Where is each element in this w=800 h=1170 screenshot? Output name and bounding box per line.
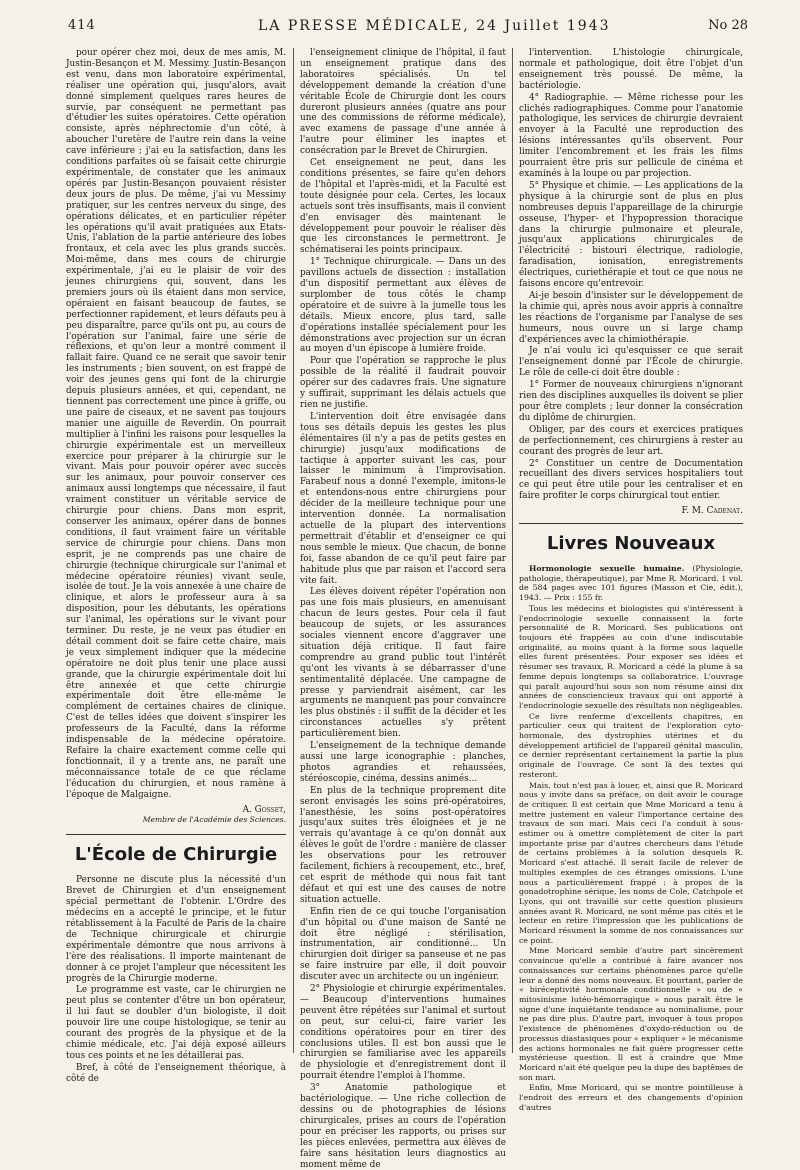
paragraph: 3° Anatomie pathologique et bactériologique. — Une riche collection de dessins ou de photographies de lésions chirurgicales, prises au cours de l'opération pour en préciser les rapports, ou prises sur les pièces enlevées, permettra aux élèves de faire sans hésitation leurs diagnostics au moment même de bbox=[300, 1083, 506, 1170]
paragraph: Bref, à côté de l'enseignement théorique, à côté de bbox=[66, 1062, 286, 1084]
column-divider bbox=[293, 48, 294, 1053]
review-paragraph: Ce livre renferme d'excellents chapitres, en particulier ceux qui traitent de l'exploration cyto-hormonale, des dystrophies utérines et du développement artificiel de l'appareil génital masculin, ce dernier représentant certainement la partie la plus originale de l'ouvrage. Ce sont là des textes qui resteront. bbox=[519, 711, 743, 779]
journal-title: LA PRESSE MÉDICALE, 24 Juillet 1943 bbox=[258, 18, 611, 34]
book-title: Hormonologie sexuelle humaine. bbox=[529, 564, 685, 574]
paragraph: L'intervention doit être envisagée dans tous ses détails depuis les gestes les plus élémentaires (il n'y a pas de petits gestes en chirurgie) jusqu'aux modifications de tactique à apporter suivant les cas, pour laisser le minimum à l'improvisation. Farabeuf nous a donné l'exemple, imitons-le et entendons-nous entre chirurgiens pour décider de la meilleure technique pour une intervention donnée. La normalisation actuelle de la plupart des interventions permettrait d'établir et d'enseigner ce qui nous semble le mieux. Que chacun, de bonne foi, fasse abandon de ce qu'il peut faire par habitude plus que par raison et l'accord sera vite fait. bbox=[300, 411, 506, 586]
review-paragraph: Tous les médecins et biologistes qui s'intéressent à l'endocrinologie sexuelle connaissent la forte personnalité de R. Moricard. Ses publications ont toujours été frappées au coin d'une indiscutable originalité, au moins quant à la forme sous laquelle elles furent présentées. Pour exposer ses idées et résumer ses travaux, R. Moricard a cédé la plume à sa femme depuis longtemps sa collaboratrice. L'ouvrage qui paraît aujourd'hui sous son nom résume ainsi dix années de consciencieux travaux qui ont apporté à l'endocrinologie sexuelle des résultats non négligeables. bbox=[519, 603, 743, 710]
paragraph: Cet enseignement ne peut, dans les conditions présentes, se faire qu'en dehors de l'hôpital et l'après-midi, et la Faculté est toute désignée pour cela. Certes, les locaux actuels sont très insuffisants, mais il convient d'en envisager dès maintenant le développement pour pouvoir le réaliser dès que les circonstances le permettront. Je schématiserai les points principaux. bbox=[300, 158, 506, 256]
paragraph: Les élèves doivent répéter l'opération non pas une fois mais plusieurs, en amenuisant chacun de leurs gestes. Pour cela il faut beaucoup de sujets, or les assurances sociales viennent encore d'aggraver une situation déjà critique. Il faut faire comprendre au grand public tout l'intérêt qu'ont les vivants à se débarrasser d'une sentimentalité déplacée. Une campagne de presse y parviendrait aisément, car les arguments ne manquent pas pour convaincre les plus obstinés : il suffit de la décider et les circonstances actuelles s'y prêtent particulièrement bien. bbox=[300, 587, 506, 740]
column-3 bbox=[519, 48, 743, 1112]
author-signature: A. Gosset, bbox=[242, 804, 286, 815]
issue-number: No 28 bbox=[708, 18, 748, 33]
column-1 bbox=[66, 48, 286, 1084]
paragraph: 1° Technique chirurgicale. — Dans un des pavillons actuels de dissection : installation d'un dispositif permettant aux élèves de surplomber de tous côtés le champ opératoire et de suivre à la jumelle tous les détails. Mieux encore, plus tard, salle d'opérations installée spécialement pour les démonstrations avec projection sur un écran au moyen d'un épiscope à lumière froide. bbox=[300, 257, 506, 355]
column-2 bbox=[300, 48, 506, 1170]
section-title: Livres Nouveaux bbox=[546, 533, 716, 555]
paragraph: 4° Radiographie. — Même richesse pour les clichés radiographiques. Comme pour l'anatomie pathologique, les services de chirurgie devraient envoyer à la Faculté une reproduction des lésions intéressantes qu'ils observent. Pour limiter l'encombrement et les frais les films pourraient être pris sur pellicule de cinéma et examinés à la loupe ou par projection. bbox=[519, 92, 743, 179]
paragraph: Le programme est vaste, car le chirurgien ne peut plus se contenter d'être un bon opérateur, il lui faut se doubler d'un biologiste, il doit pouvoir lire une coupe histologique, se tenir au courant des progrès de la physique et de la chimie médicale, etc. J'ai déjà exposé ailleurs tous ces points et ne les détaillerai pas. bbox=[66, 985, 286, 1061]
book-reference: (Physiologie, pathologie, thérapeutique), par Mme R. Moricard. 1 vol. de 584 pages avec 101 figures (Masson et Cie, édit.), 1943. — Prix : 155 fr. bbox=[519, 564, 743, 603]
page-number: 414 bbox=[68, 18, 96, 33]
paragraph: En plus de la technique proprement dite seront envisagés les soins pré-opératoires, l'anesthésie, les soins post-opératoires jusqu'aux suites très éloignées et je ne verrais qu'avantage à ce qu'on donnât aux élèves le goût de l'ordre : manière de classer les observations pour les retrouver facilement, fichiers à recoupement, etc., bref, cet esprit de méthode qui nous fait tant défaut et qui est une des causes de notre situation actuelle. bbox=[300, 785, 506, 905]
author-signature: F. M. Cadenat. bbox=[681, 506, 743, 517]
article-title: L'École de Chirurgie bbox=[74, 844, 278, 866]
review-paragraph: Enfin, Mme Moricard, qui se montre pointilleuse à l'endroit des erreurs et des changements d'opinion d'autres bbox=[519, 1083, 743, 1112]
page-header bbox=[68, 18, 748, 40]
paragraph: Pour que l'opération se rapproche le plus possible de la réalité il faudrait pouvoir opérer sur des cadavres frais. Une signature y suffirait, supprimant les délais actuels que rien ne justifie. bbox=[300, 356, 506, 410]
paragraph: l'enseignement clinique de l'hôpital, il faut un enseignement pratique dans des laboratoires spécialisés. Un tel développement demande la création d'une véritable École de Chirurgie dont les cours dureront plusieurs années (quatre ans pour une des commissions de réforme médicale), avec examens de passage d'une année à l'autre pour éliminer les inaptes et consécration par le Brevet de Chirurgien. bbox=[300, 48, 506, 157]
paragraph: Ai-je besoin d'insister sur le développement de la chimie qui, après nous avoir appris à connaître les réactions de l'organisme par l'analyse de ses humeurs, nous ouvre un si large champ d'expériences avec la chimiothérapie. bbox=[519, 290, 743, 345]
paragraph: 5° Physique et chimie. — Les applications de la physique à la chirurgie sont de plus en plus nombreuses depuis l'appareillage de la chirurgie osseuse, l'hyper- et l'hypopression thoracique dans la chirurgie pulmonaire et pleurale, jusqu'aux applications chirurgicales de l'électricité : bistouri électrique, radiologie, faradisation, ionisation, enregistrements électriques, curiethérapie et tout ce que nous ne faisons encore qu'entrevoir. bbox=[519, 180, 743, 290]
author-role: Membre de l'Académie des Sciences. bbox=[142, 815, 286, 825]
paragraph: Personne ne discute plus la nécessité d'un Brevet de Chirurgien et d'un enseignement spécial permettant de l'obtenir. L'Ordre des médecins en a accepté le principe, et le futur rétablissement à la Faculté de Paris de la chaire de Technique chirurgicale et chirurgie expérimentale démontre que nous arrivons à l'ère des réalisations. Il importe maintenant de donner à ce projet l'ampleur que nécessitent les progrès de la Chirurgie moderne. bbox=[66, 875, 286, 984]
paragraph: l'intervention. L'histologie chirurgicale, normale et pathologique, doit être l'objet d'un enseignement très poussé. De même, la bactériologie. bbox=[519, 48, 743, 91]
paragraph: 1° Former de nouveaux chirurgiens n'ignorant rien des disciplines auxquelles ils doivent se plier pour être complets ; leur donner la consécration du diplôme de chirurgien. bbox=[519, 380, 743, 423]
paragraph: Enfin rien de ce qui touche l'organisation d'un hôpital ou d'une maison de Santé ne doit être négligé : stérilisation, instrumentation, air conditionné... Un chirurgien doit diriger sa panseuse et ne pas se faire instruire par elle, il doit pouvoir discuter avec un architecte ou un ingénieur. bbox=[300, 906, 506, 983]
paragraph: 2° Constituer un centre de Documentation recueillant des divers services hospitaliers tout ce qui peut être utile pour les centraliser et en faire profiter le corps chirurgical tout entier. bbox=[519, 458, 743, 502]
section-separator bbox=[519, 523, 743, 524]
review-paragraph: Mme Moricard semble d'autre part sincèrement convaincue qu'elle a contribué à faire avancer nos connaissances sur certains phénomènes parce qu'elle leur a donné des noms nouveaux. Et pourtant, parler de « biréceptivité hormonale conditionnelle » ou de « mitosinisme lutéo-hémorragique » nous paraît être le signe d'une inquiétante tendance au nominalisme, pour ne pas dire plus. D'autre part, invoquer à tous propos l'existence de phénomènes d'oxydo-réduction ou de processus diastasiques pour « expliquer » le mécanisme des actions hormonales ne fait guère progresser cette mystérieuse question. Il est à craindre que Mme Moricard n'ait été quelque peu la dupe des baptêmes de son mari. bbox=[519, 946, 743, 1082]
paragraph: 2° Physiologie et chirurgie expérimentales. — Beaucoup d'interventions humaines peuvent être répétées sur l'animal et surtout on peut, sur celui-ci, faire varier les conditions opératoires pour en tirer des conclusions utiles. Il est bon aussi que le chirurgien se familiarise avec les appareils de physiologie et d'enregistrement dont il pourrait étendre l'emploi à l'homme. bbox=[300, 984, 506, 1082]
paragraph: Je n'ai voulu ici qu'esquisser ce que serait l'enseignement donné par l'École de chirurgie. Le rôle de celle-ci doit être double : bbox=[519, 346, 743, 379]
paragraph: pour opérer chez moi, deux de mes amis, M. Justin-Besançon et M. Messimy. Justin-Besançon est venu, dans mon laboratoire expérimental, réaliser une opération qui, jusqu'alors, avait donné simplement quelques rares heures de survie, par conséquent ne permettant pas d'étudier les suites opératoires. Cette opération consiste, après néphrectomie d'un côté, à aboucher l'uretère de l'autre rein dans la veine cave inférieure ; j'ai eu la satisfaction, dans les conditions parfaites où se faisait cette chirurgie expérimentale, de constater que les animaux opérés par Justin-Besançon pouvaient résister deux jours de plus. De même, j'ai vu Messimy pratiquer, sur les centres nerveux du singe, des opérations délicates, et en particulier répéter les opérations qu'il avait pratiquées aux Etats-Unis, l'ablation de la partie antérieure des lobes frontaux, et cela avec les plus grands succès. Moi-même, dans mes cours de chirurgie expérimentale, j'ai eu le plaisir de voir des jeunes chirurgiens qui, souvent, dans les premiers jours où ils étaient dans mon service, opéraient en faisant beaucoup de fautes, se perfectionner rapidement, et leurs défauts peu à peu disparaître, parce qu'ils ont pu, au cours de l'opération sur l'animal, faire une série de réflexions, et qu'on leur a montré comment il fallait faire. Quand ce ne serait que savoir tenir les instruments ; bien souvent, on est frappé de voir des jeunes gens qui font de la chirurgie depuis plusieurs années, et qui, cependant, ne tiennent pas correctement une pince à griffe, ou une paire de ciseaux, et ne savent pas toujours manier une aiguille de Reverdin. On pourrait multiplier à l'infini les raisons pour lesquelles la chirurgie expérimentale est un merveilleux exercice pour préparer à la chirurgie sur le vivant. Mais pour pouvoir opérer avec succès sur les animaux, pour pouvoir conserver ces animaux aussi longtemps que nécessaire, il faut vraiment constituer un véritable service de chirurgie pour chiens. Dans mon esprit, conserver les animaux, opérer dans de bonnes conditions, il faut vraiment faire un véritable service de chirurgie pour chiens. Dans mon esprit, je ne comprends pas une chaire de chirurgie (technique chirurgicale sur l'animal et médecine opératoire réunies) vivant seule, isolée de tout. Je la vois annexée à une chaire de clinique, et alors le professeur aura à sa disposition, pour les débutants, les opérations sur l'animal, les opérations sur le vivant pour terminer. Du reste, je ne veux pas étudier en détail comment doit se faire cette chaire, mais je veux simplement indiquer que la médecine opératoire ne doit plus tenir une place aussi grande, que la chirurgie expérimentale doit lui être annexée et que cette chirurgie expérimentale doit être elle-même le complément de certaines chaires de clinique. C'est de telles idées que doivent s'inspirer les professeurs de la Faculté, dans la réforme indispensable de la médecine opératoire. Refaire la chaire exactement comme celle qui fonctionnait, il y a trente ans, ne paraît une méconnaissance totale de ce que réclame l'éducation du chirurgien, et nous ramène à l'époque de Malgaigne. bbox=[66, 48, 286, 800]
article-separator bbox=[66, 834, 286, 835]
paragraph: L'enseignement de la technique demande aussi une large iconographie : planches, photos agrandies et rehaussées, stéréoscopie, cinéma, dessins animés... bbox=[300, 741, 506, 784]
review-paragraph: Mais, tout n'est pas à louer, et, ainsi que R. Moricard nous y invite dans sa préface, on doit avoir le courage de critiquer. Il est certain que Mme Moricard a tenu à mettre justement en valeur l'importance certaine des travaux de son mari. Mais ceci l'a conduit à sous-estimer ou à omettre complètement de citer la part importante prise par d'autres chercheurs dans l'étude de certains problèmes à la solution desquels R. Moricard s'est attaché. Il serait facile de relever de multiples exemples de ces étranges omissions. L'une nous a particulièrement frappé : à propos de la gonadotrophine sérique, les noms de Cole, Catchpole et Lyons, qui ont travaillé sur cette question plusieurs années avant R. Moricard, ne sont même pas cités et le lecteur en retire l'impression que les publications de Moricard résument la somme de nos connaissances sur ce point. bbox=[519, 780, 743, 945]
column-divider bbox=[512, 48, 513, 1053]
paragraph: Obliger, par des cours et exercices pratiques de perfectionnement, ces chirurgiens à rester au courant des progrès de leur art. bbox=[519, 424, 743, 457]
